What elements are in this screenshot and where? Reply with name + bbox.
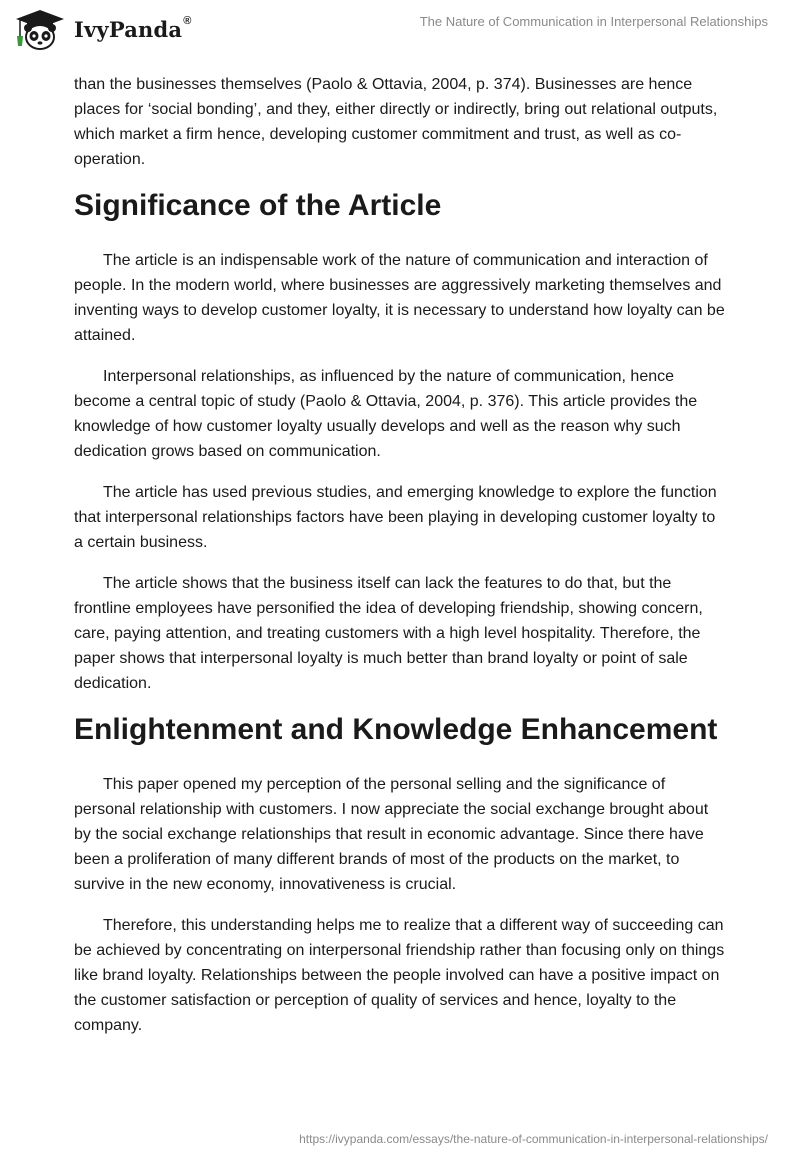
- panda-graduate-icon: [14, 8, 66, 50]
- paragraph: This paper opened my perception of the personal selling and the significance of personal relationship with customers. I now appreciate the social exchange brought about by the social exchange relationships that result in economic advantage. Since there have been a proliferation of many different brands of most of the products on the market, to survive in the new economy, innovativeness is crucial.: [74, 776, 709, 893]
- page-header: [0, 0, 800, 70]
- essay-body: [74, 72, 726, 1054]
- logo-wordmark: IvyPanda®: [74, 14, 192, 42]
- paragraph: Therefore, this understanding helps me to realize that a different way of succeeding can be achieved by concentrating on interpersonal friendship rather than focusing only on things like brand loyalty. Relationships between the people involved can have a positive impact on the customer satisfaction or perception of quality of services and hence, loyalty to the company.: [74, 917, 725, 1034]
- ivypanda-logo[interactable]: [14, 8, 192, 50]
- paragraph: The article shows that the business itself can lack the features to do that, but the frontline employees have personified the idea of developing friendship, showing concern, care, paying attention, and treating customers with a high level hospitality. Therefore, the paper shows that interpersonal loyalty is much better than brand loyalty or point of sale dedication.: [74, 575, 703, 692]
- section-heading-enlightenment: Enlightenment and Knowledge Enhancement: [74, 713, 718, 746]
- registered-mark: ®: [183, 14, 192, 27]
- paragraph: Interpersonal relationships, as influenced by the nature of communication, hence become a central topic of study (Paolo & Ottavia, 2004, p. 376). This article provides the knowledge of how customer loyalty usually develops and well as the reason why such dedication grows based on communication.: [74, 368, 698, 460]
- document-title: The Nature of Communication in Interpersonal Relationships: [419, 14, 768, 29]
- intro-paragraph: than the businesses themselves (Paolo & Ottavia, 2004, p. 374). Businesses are hence places for ‘social bonding’, and they, either directly or indirectly, bring out relational outputs, which market a firm hence, developing customer commitment and trust, as well as co-operation.: [74, 76, 718, 168]
- source-url-link[interactable]: https://ivypanda.com/essays/the-nature-of-communication-in-interpersonal-relationships/: [299, 1132, 768, 1146]
- section-heading-significance: Significance of the Article: [74, 189, 442, 222]
- paragraph: The article is an indispensable work of the nature of communication and interaction of people. In the modern world, where businesses are aggressively marketing themselves and inventing ways to develop customer loyalty, it is necessary to understand how loyalty can be attained.: [74, 252, 725, 344]
- paragraph: The article has used previous studies, and emerging knowledge to explore the function that interpersonal relationships factors have been playing in developing customer loyalty to a certain business.: [74, 484, 717, 551]
